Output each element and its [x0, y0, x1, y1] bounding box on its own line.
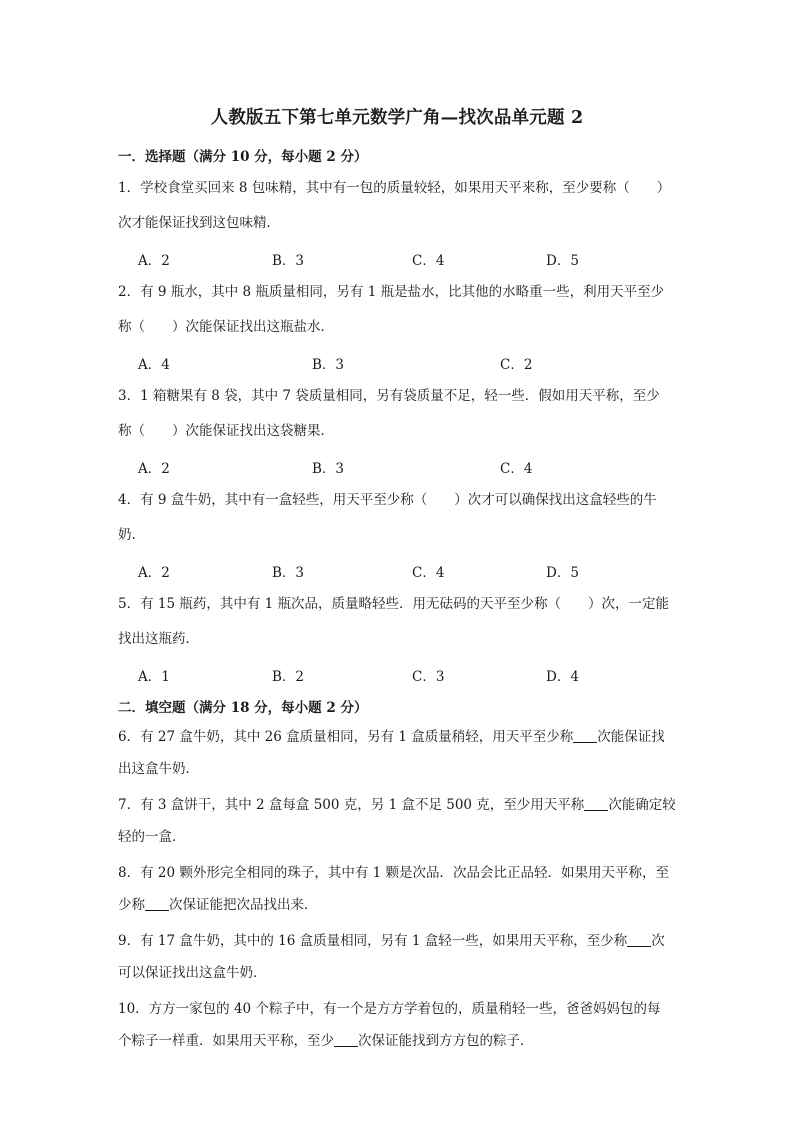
question-4: [118, 483, 678, 553]
q2-option-a: A．4: [138, 357, 170, 373]
answer-blank[interactable]: [334, 1032, 358, 1047]
question-3-line-1: 3．1 箱糖果有 8 袋，其中 7 袋质量相同，另有袋质量不足，轻一些．假如用天平称，至少: [118, 388, 660, 404]
question-1-line-1: 1．学校食堂买回来 8 包味精，其中有一包的质量较轻，如果用天平来称，至少要称（ ）: [118, 180, 671, 196]
q2-option-b: B．3: [312, 357, 345, 373]
q5-option-c: C．3: [412, 669, 445, 685]
q3-option-b: B．3: [312, 461, 345, 477]
q4-option-d: D．5: [546, 565, 579, 581]
question-1: [118, 171, 678, 241]
question-10-text-b: 次保证能找到方方包的粽子．: [358, 1033, 534, 1049]
question-9-text-a: 9．有 17 盒牛奶，其中的 16 盒质量相同，另有 1 盒轻一些，如果用天平称，至少称: [118, 933, 628, 949]
q5-option-d: D．4: [546, 669, 579, 685]
question-10-line-2: [118, 1026, 678, 1061]
answer-blank[interactable]: [584, 796, 608, 811]
q1-option-d: D．5: [546, 253, 579, 269]
question-6-line-1: [118, 722, 678, 754]
question-7-text-b: 次能确定较: [608, 797, 676, 813]
question-9-text-b: 次: [651, 933, 665, 949]
question-9: [118, 926, 678, 993]
question-7: [118, 790, 678, 857]
question-3-line-2: 称（ ）次能保证找出这袋糖果．: [118, 423, 334, 439]
q5-option-b: B．2: [272, 669, 305, 685]
question-8-line-2: [118, 890, 678, 925]
answer-blank[interactable]: [145, 896, 169, 911]
q1-option-b: B．3: [272, 253, 305, 269]
question-4-line-2: 奶．: [118, 527, 145, 543]
question-4-line-1: 4．有 9 盒牛奶，其中有一盒轻些，用天平至少称（ ）次才可以确保找出这盒轻些的牛: [118, 492, 657, 508]
question-6-line-2: 出这盒牛奶．: [118, 761, 199, 777]
question-10-line-1: 10．方方一家包的 40 个粽子中，有一个是方方学着包的，质量稍轻一些，爸爸妈妈包的每: [118, 1001, 661, 1017]
q3-option-a: A．2: [138, 461, 170, 477]
question-10: [118, 994, 678, 1061]
question-7-line-2: 轻的一盒．: [118, 829, 186, 845]
question-10-text-a: 个粽子一样重．如果用天平称，至少: [118, 1033, 334, 1049]
question-9-line-1: [118, 926, 678, 958]
question-6: [118, 722, 678, 789]
q2-option-c: C．2: [500, 357, 533, 373]
q1-option-c: C．4: [412, 253, 445, 269]
page-title: 人教版五下第七单元数学广角—找次品单元题 2: [210, 108, 584, 128]
q5-option-a: A．1: [138, 669, 170, 685]
section-heading-fill: 二．填空题（满分 18 分，每小题 2 分）: [118, 700, 368, 716]
q1-option-a: A．2: [138, 253, 170, 269]
question-2-line-1: 2．有 9 瓶水，其中 8 瓶质量相同，另有 1 瓶是盐水，比其他的水略重一些，利用天平至少: [118, 284, 665, 300]
question-2: [118, 275, 678, 345]
question-8-line-1: 8．有 20 颗外形完全相同的珠子，其中有 1 颗是次品．次品会比正品轻．如果用天平称，至: [118, 865, 670, 881]
question-5-line-1: 5．有 15 瓶药，其中有 1 瓶次品，质量略轻些．用无砝码的天平至少称（ ）次，一定能: [118, 596, 670, 612]
question-8-text-a: 少称: [118, 897, 145, 913]
question-6-text-b: 次能保证找: [597, 729, 665, 745]
question-7-text-a: 7．有 3 盒饼干，其中 2 盒每盒 500 克，另 1 盒不足 500 克，至少用天平称: [118, 797, 585, 813]
question-7-line-1: [118, 790, 678, 822]
question-5: [118, 587, 678, 657]
question-3: [118, 379, 678, 449]
q4-option-a: A．2: [138, 565, 170, 581]
question-1-line-2: 次才能保证找到这包味精．: [118, 215, 280, 231]
q4-option-b: B．3: [272, 565, 305, 581]
answer-blank[interactable]: [627, 932, 651, 947]
section-heading-choice: 一．选择题（满分 10 分，每小题 2 分）: [118, 149, 368, 165]
q4-option-c: C．4: [412, 565, 445, 581]
question-6-text-a: 6．有 27 盒牛奶，其中 26 盒质量相同，另有 1 盒质量稍轻，用天平至少称: [118, 729, 574, 745]
question-9-line-2: 可以保证找出这盒牛奶．: [118, 965, 267, 981]
question-2-line-2: 称（ ）次能保证找出这瓶盐水．: [118, 319, 334, 335]
question-8: [118, 858, 678, 925]
question-8-text-b: 次保证能把次品找出来．: [169, 897, 318, 913]
answer-blank[interactable]: [573, 728, 597, 743]
q3-option-c: C．4: [500, 461, 533, 477]
question-5-line-2: 找出这瓶药．: [118, 631, 199, 647]
